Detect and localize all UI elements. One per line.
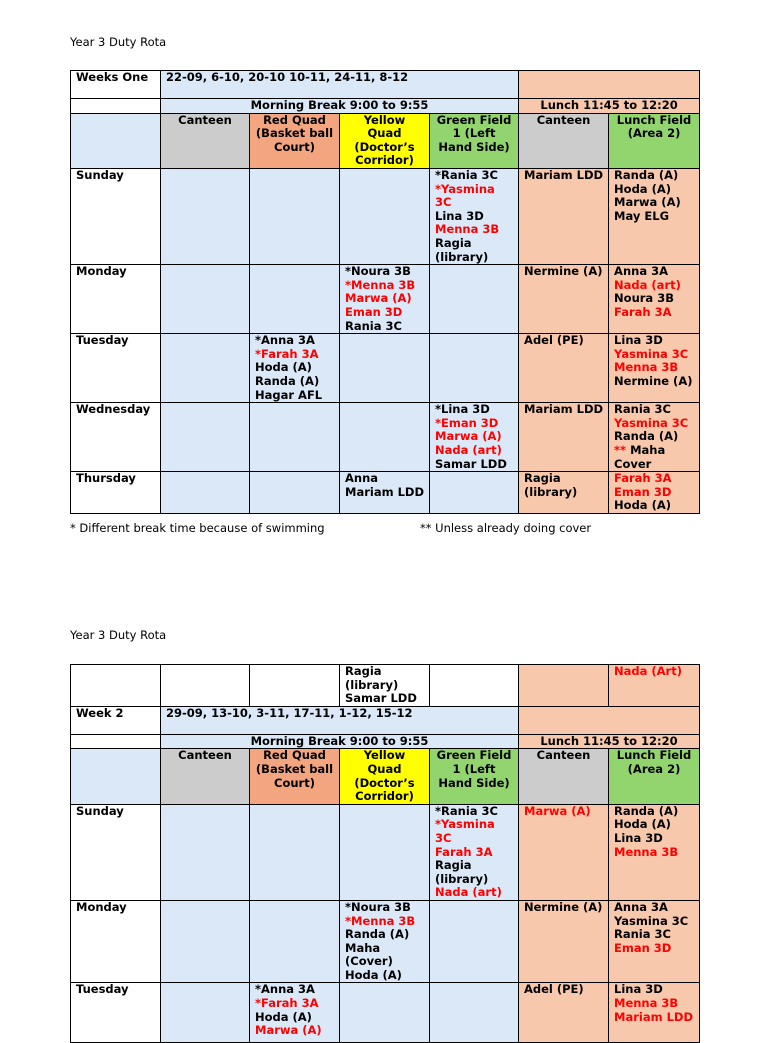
day-label: Monday [71,265,161,334]
cell-yellow-quad [340,804,430,900]
cell-red-quad [250,403,340,472]
carry-blank [250,665,340,707]
col-red-quad: Red Quad (Basket ball Court) [250,749,340,804]
staff-entry: Adel (PE) [524,333,584,348]
cell-lunch-canteen [519,900,609,983]
staff-entry: Randa (A) [614,804,679,818]
staff-entry: Randa (A) [614,168,679,182]
staff-entry: *Rania 3C [435,168,498,182]
staff-entry: Mariam LDD [524,402,604,417]
staff-entry: Menna 3B [614,996,679,1011]
staff-entry: *Rania 3C [435,804,498,818]
cell-red-quad [250,900,340,983]
staff-entry: Hoda (A) [255,360,312,375]
cell-green-field [430,472,519,514]
staff-entry: Menna 3B [614,360,679,375]
staff-entry: Lina 3D [614,830,663,845]
day-label: Thursday [71,472,161,514]
cell-lunch-canteen [519,265,609,334]
staff-entry: Nada (art) [435,885,502,900]
staff-entry: *Anna 3A [255,982,315,997]
cell-red-quad [250,472,340,514]
cell-canteen [161,472,250,514]
cell-yellow-quad [340,900,430,983]
day-label: Wednesday [71,403,161,472]
cell-green-field [430,265,519,334]
staff-entry: Yasmina 3C [614,346,689,361]
cell-lunch-canteen [519,334,609,403]
staff-entry: Nada (art) [435,442,502,457]
col-lunch-canteen: Canteen [519,113,609,168]
zone-blank [71,749,161,804]
col-green-field: Green Field 1 (Left Hand Side) [430,113,519,168]
cell-lunch-field [609,900,700,983]
staff-entry: Nermine (A) [524,900,603,914]
col-yellow-quad: Yellow Quad (Doctor’s Corridor) [340,113,430,168]
col-canteen: Canteen [161,113,250,168]
header-blank [71,99,161,114]
cell-green-field [430,804,519,900]
cell-canteen [161,983,250,1043]
staff-entry: Hoda (A) [255,1009,312,1024]
staff-entry: *Yasmina 3C [435,817,495,845]
carry-blank [430,665,519,707]
row-wednesday [71,403,700,472]
cell-green-field [430,334,519,403]
cell-yellow-quad [340,403,430,472]
row-tuesday [71,334,700,403]
staff-entry: Menna 3B [435,222,500,237]
staff-entry: Randa (A) [345,927,410,942]
cell-lunch-field [609,403,700,472]
staff-entry: May ELG [614,208,670,223]
staff-entry: Menna 3B [614,844,679,859]
col-yellow-quad: Yellow Quad (Doctor’s Corridor) [340,749,430,804]
cell-green-field [430,168,519,264]
staff-entry: Nermine (A) [614,373,693,388]
col-lunch-field: Lunch Field (Area 2) [609,749,700,804]
staff-entry: Farah 3A [614,304,672,319]
cell-canteen [161,403,250,472]
cell-canteen [161,168,250,264]
cell-yellow-quad [340,334,430,403]
cell-canteen [161,334,250,403]
col-canteen: Canteen [161,749,250,804]
cell-lunch-canteen [519,472,609,514]
staff-entry: Nada (art) [614,277,681,292]
week-blank [519,706,700,734]
staff-entry: *Yasmina 3C [435,181,495,210]
staff-entry: Hoda (A) [614,817,671,832]
staff-entry: Ragia (library) [524,471,578,499]
staff-entry: Rania 3C [614,402,671,417]
staff-entry: Yasmina 3C [614,415,689,430]
staff-entry: Eman 3D [614,940,672,955]
cell-red-quad [250,983,340,1043]
staff-entry: Anna 3A [614,900,668,914]
cell-yellow-quad [340,168,430,264]
staff-entry: Anna 3A [614,264,668,279]
cell-lunch-canteen [519,403,609,472]
staff-entry: Eman 3D [345,304,403,319]
doc-title-week2: Year 3 Duty Rota [70,628,167,642]
staff-entry: Marwa (A) [345,291,412,306]
morning-break-header: Morning Break 9:00 to 9:55 [161,734,519,749]
carry-yellow: Ragia (library) Samar LDD [340,665,430,707]
col-green-field: Green Field 1 (Left Hand Side) [430,749,519,804]
cell-lunch-field [609,265,700,334]
staff-entry: Anna Mariam LDD [345,471,424,499]
carry-blank [161,665,250,707]
doc-title-week1: Year 3 Duty Rota [70,35,167,49]
staff-entry: Eman 3D [614,484,672,499]
staff-entry: Marwa (A) [614,195,681,210]
cell-lunch-canteen [519,804,609,900]
staff-entry: Lina 3D [614,333,663,348]
staff-entry: Farah 3A [435,844,493,859]
cell-yellow-quad [340,265,430,334]
cell-green-field [430,983,519,1043]
rota-table-week1 [70,70,700,514]
staff-entry: Yasmina 3C [614,913,689,928]
row-sunday [71,168,700,264]
col-red-quad: Red Quad (Basket ball Court) [250,113,340,168]
staff-entry: Marwa (A) [255,1023,322,1038]
staff-entry: Hoda (A) [345,967,402,982]
staff-entry: Mariam LDD [524,168,604,182]
cell-canteen [161,900,250,983]
col-lunch-canteen: Canteen [519,749,609,804]
carry-blank [519,665,609,707]
staff-entry: Mariam LDD [614,1009,693,1024]
lunch-header: Lunch 11:45 to 12:20 [519,734,700,749]
cell-yellow-quad [340,983,430,1043]
staff-entry: Adel (PE) [524,982,584,997]
row-monday [71,900,700,983]
staff-entry: Randa (A) [255,373,320,388]
header-blank [71,734,161,749]
day-label: Sunday [71,804,161,900]
cell-canteen [161,265,250,334]
cell-lunch-field [609,804,700,900]
week-label: Week 2 [71,706,161,734]
staff-entry: Maha (Cover) [345,940,393,969]
staff-entry: Rania 3C [345,318,402,333]
cell-red-quad [250,804,340,900]
staff-entry: Randa (A) [614,429,679,444]
cell-red-quad [250,334,340,403]
cell-red-quad [250,265,340,334]
note-cover: ** Unless already doing cover [420,521,592,535]
week-dates: 29-09, 13-10, 3-11, 17-11, 1-12, 15-12 [161,706,519,734]
carry-lfield: Nada (Art) [614,664,682,678]
day-label: Tuesday [71,334,161,403]
staff-entry: ** Maha Cover [614,442,666,471]
week-dates: 22-09, 6-10, 20-10 10-11, 24-11, 8-12 [161,71,519,99]
staff-entry: Lina 3D [614,982,663,997]
staff-entry: *Menna 3B [345,277,416,292]
cell-lunch-field [609,168,700,264]
day-label: Sunday [71,168,161,264]
row-thursday [71,472,700,514]
cell-lunch-field [609,472,700,514]
staff-entry: *Eman 3D [435,415,499,430]
staff-entry: Hoda (A) [614,498,671,513]
note-swimming: * Different break time because of swimming [70,521,325,535]
day-label: Monday [71,900,161,983]
cell-lunch-field [609,983,700,1043]
row-monday [71,265,700,334]
staff-entry: Ragia (library) [435,235,489,264]
cell-green-field [430,403,519,472]
cell-red-quad [250,168,340,264]
staff-entry: Marwa (A) [435,429,502,444]
week-blank [519,71,700,99]
staff-entry: Rania 3C [614,927,671,942]
row-sunday [71,804,700,900]
carry-blank [71,665,161,707]
staff-entry: Noura 3B [614,291,674,306]
staff-entry: Marwa (A) [524,804,591,818]
cell-yellow-quad [340,472,430,514]
staff-entry: *Farah 3A [255,996,319,1011]
staff-entry: Ragia (library) [435,858,489,886]
staff-entry: Farah 3A [614,471,672,486]
day-label: Tuesday [71,983,161,1043]
staff-entry: Hagar AFL [255,387,323,402]
staff-entry: Lina 3D [435,208,484,223]
staff-entry: Nermine (A) [524,264,603,279]
cell-green-field [430,900,519,983]
cell-lunch-field [609,334,700,403]
morning-break-header: Morning Break 9:00 to 9:55 [161,99,519,114]
col-lunch-field: Lunch Field (Area 2) [609,113,700,168]
week-label: Weeks One [71,71,161,99]
row-tuesday [71,983,700,1043]
cell-lunch-canteen [519,983,609,1043]
cell-canteen [161,804,250,900]
staff-entry: Samar LDD [435,456,507,471]
rota-table-week2 [70,664,700,1043]
staff-entry: *Noura 3B [345,264,411,279]
lunch-header: Lunch 11:45 to 12:20 [519,99,700,114]
staff-entry: *Lina 3D [435,402,490,417]
zone-blank [71,113,161,168]
staff-entry: *Anna 3A [255,333,315,348]
staff-entry: *Noura 3B [345,900,411,914]
staff-entry: *Farah 3A [255,346,319,361]
staff-entry: *Menna 3B [345,913,416,928]
cell-lunch-canteen [519,168,609,264]
staff-entry: Hoda (A) [614,181,671,196]
